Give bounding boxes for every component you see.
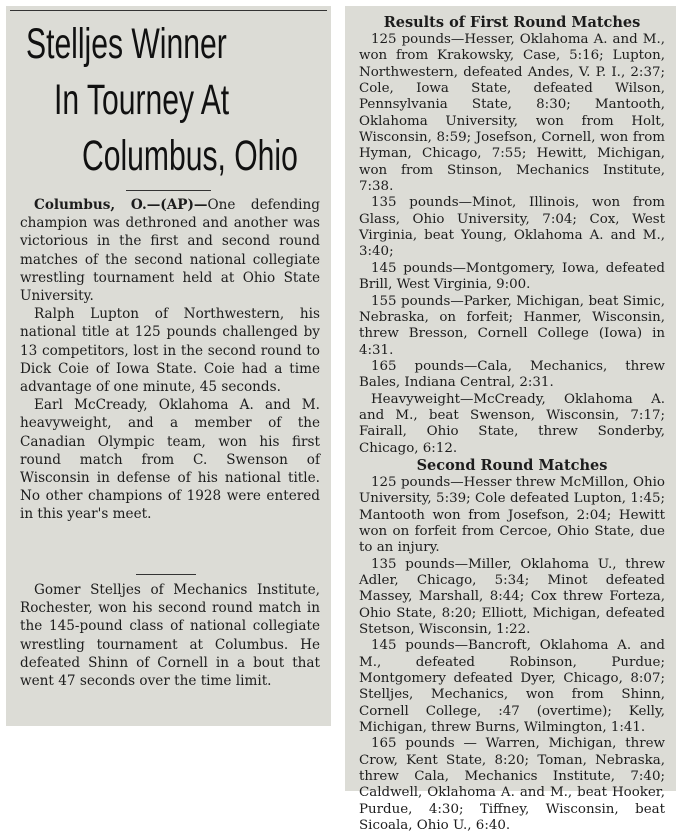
result-155-first: 155 pounds—Parker, Michigan, beat Simic, Nebraska, on forfeit; Hanmer, Wisconsin, threw Bresson, Cornell College (Iowa) in 4:31. [359, 293, 665, 358]
story-paragraph-3: Earl McCready, Oklahoma A. and M. heavyweight, and a member of the Canadian Olympic team, won his first round match from C. Swenson of Wisconsin in defense of his national title. No other champions of 1928 were entered in this year's meet. [20, 397, 320, 523]
result-145-second: 145 pounds—Bancroft, Oklahoma A. and M., defeated Robinson, Purdue; Montgomery defeated Dyer, Chicago, 8:07; Stelljes, Mechanics, won from Shinn, Cornell College, :47 (overtime); Kelly, Michigan, threw Burns, Wilmington, 1:41. [359, 638, 665, 736]
section-divider [136, 574, 196, 575]
headline-line-3: Columbus, Ohio [82, 132, 298, 180]
top-rule [10, 10, 327, 11]
results-column [359, 14, 665, 835]
second-round-heading: Second Round Matches [416, 456, 608, 474]
result-145-first: 145 pounds—Montgomery, Iowa, defeated Brill, West Virginia, 9:00. [359, 260, 665, 293]
first-round-heading: Results of First Round Matches [383, 14, 641, 31]
result-165-second: 165 pounds — Warren, Michigan, threw Crow, Kent State, 8:20; Toman, Nebraska, threw Cala, Mechanics Institute, 7:40; Caldwell, Oklahoma A. and M., beat Hooker, Purdue, 4:30; Tiffney, Wisconsin, beat Sicoala, Ohio U., 6:40. [359, 736, 665, 834]
story-paragraph-2: Ralph Lupton of Northwestern, his national title at 125 pounds challenged by 13 competitors, lost in the second round to Dick Coie of Iowa State. Coie had a time advantage of one minute, 45 seconds. [20, 306, 320, 396]
right-clipping [345, 6, 676, 834]
story-body [20, 196, 320, 524]
result-125-second: 125 pounds—Hesser threw McMillon, Ohio University, 5:39; Cole defeated Lupton, 1:45; Mantooth won from Josefson, 2:04; Hewitt won on forfeit from Cercoe, Ohio State, due to an injury. [359, 474, 665, 556]
result-135-first: 135 pounds—Minot, Illinois, won from Glass, Ohio University, 7:04; Cox, West Virginia, beat Young, Oklahoma A. and M., 3:40; [359, 195, 665, 260]
result-heavyweight-first: Heavyweight—McCready, Oklahoma A. and M., beat Swenson, Wisconsin, 7:17; Fairall, Ohio State, threw Sonderby, Chicago, 6:12. [359, 391, 665, 456]
result-135-second: 135 pounds—Miller, Oklahoma U., threw Adler, Chicago, 5:34; Minot defeated Massey, Marshall, 8:44; Cox threw Forteza, Ohio State, 8:20; Elliott, Michigan, defeated Stetson, Wisconsin, 1:22. [359, 556, 665, 638]
stelljes-paragraph: Gomer Stelljes of Mechanics Institute, Rochester, won his second round match in the 145-pound class of national collegiate wrestling tournament at Columbus. He defeated Shinn of Cornell in a bout that went 47 seconds over the time limit. [20, 582, 320, 690]
left-clipping [6, 6, 331, 726]
headline-line-2: In Tourney At [54, 76, 230, 124]
story-paragraph-1: Columbus, O.—(AP)—One defending champion was dethroned and another was victorious in the first and second round matches of the second national collegiate wrestling tournament held at Ohio State University. [20, 197, 320, 305]
result-165-first: 165 pounds—Cala, Mechanics, threw Bales, Indiana Central, 2:31. [359, 358, 665, 391]
result-125-first: 125 pounds—Hesser, Oklahoma A. and M., won from Krakowsky, Case, 5:16; Lupton, Northwestern, defeated Andes, V. P. I., 2:37; Cole, Iowa State, defeated Wilson, Pennsylvania State, 8:30; Mantooth, Oklahoma University, won from Holt, Wisconsin, 8:59; Josefson, Cornell, won from Hyman, Chicago, 7:55; Hewitt, Michigan, won from Stinson, Mechanics Institute, 7:38. [359, 32, 665, 195]
headline-divider [126, 190, 211, 191]
dateline: Columbus, O.—(AP)— [34, 197, 208, 213]
headline-line-1: Stelljes Winner [26, 20, 227, 68]
